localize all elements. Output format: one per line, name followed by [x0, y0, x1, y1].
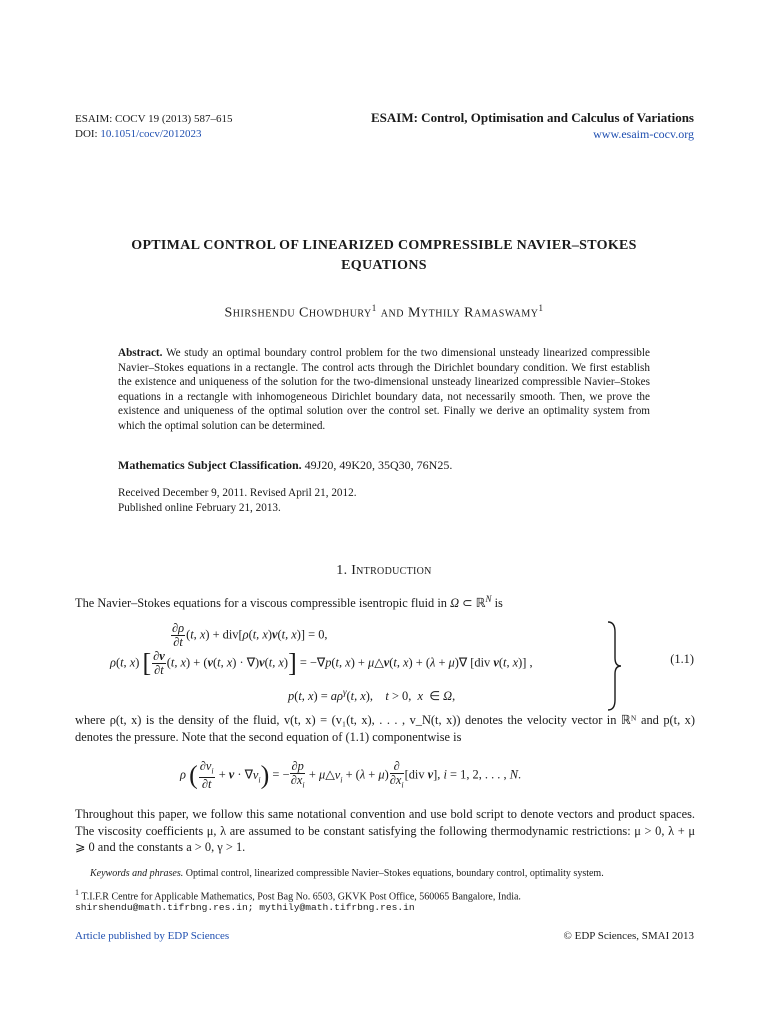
- intro-paragraph-3: Throughout this paper, we follow this same notational convention and use bold script to denote vectors and product spaces. The viscosity coefficients μ, λ are assumed to be constant satisfying the following thermodynamic restrictions: μ > 0, λ + μ ⩾ 0 and the constants a > 0, γ > 1.: [75, 807, 695, 854]
- journal-citation: ESAIM: COCV 19 (2013) 587–615: [75, 113, 233, 125]
- affiliation-mark-2: 1: [538, 303, 544, 313]
- intro-paragraph-2: where ρ(t, x) is the density of the fluid, v(t, x) = (v₁(t, x), . . . , v_N(t, x)) denotes the velocity vector in ℝᴺ and p(t, x) denotes the pressure. Note that the second equation of (1.1) componentwise is: [75, 713, 695, 744]
- equation-system-1-1: [110, 620, 630, 712]
- abstract-text: We study an optimal boundary control problem for the two dimensional unsteady linearized compressible Navier–Stokes equations in a rectangle. The control acts through the Dirichlet boundary condition. We first establish the existence and uniqueness of the solution for the two-dimensional unsteady linearized compressible Navier–Stokes equations in a rectangle with inhomogeneous Dirichlet boundary data, not necessarily smooth. Then, we prove the existence and uniqueness of the optimal solution over the control set. Finally we derive an optimality system from which the optimal solution can be determined.: [118, 347, 650, 432]
- copyright-notice: © EDP Sciences, SMAI 2013: [563, 930, 694, 942]
- msc-line: [118, 458, 650, 473]
- msc-label: Mathematics Subject Classification.: [118, 458, 302, 472]
- paper-title-line-2: EQUATIONS: [341, 258, 427, 273]
- keywords-label: Keywords and phrases.: [90, 868, 184, 879]
- abstract: [118, 346, 650, 434]
- momentum-equation: ρ(t, x) [ $\frac{\partial v}{\partial t}$ (t, x) + (v(t, x) · ∇)v(t, x)] = −∇p(t, x) + μ△v(t, x) + (λ + μ)∇ [div v(t, x)] ,: [110, 648, 533, 678]
- doi-label: DOI:: [75, 128, 98, 140]
- affiliation-mark-1: 1: [371, 303, 377, 313]
- author-list: [0, 303, 768, 322]
- journal-website-link[interactable]: www.esaim-cocv.org: [593, 127, 694, 141]
- domain-expression: Ω ⊂ ℝ$^N$: [450, 594, 492, 611]
- author-1: Shirshendu Chowdhury: [224, 305, 372, 321]
- affiliation-footnote-mark: 1: [75, 888, 79, 897]
- intro-paragraph-1-end: is: [494, 596, 503, 611]
- affiliation-text: T.I.F.R Centre for Applicable Mathematics, Post Bag No. 6503, GKVK Post Office, 560065 Bangalore, India.: [81, 891, 521, 903]
- intro-paragraph-1-text: The Navier–Stokes equations for a viscous compressible isentropic fluid in: [75, 596, 447, 611]
- author-2: Mythily Ramaswamy: [407, 305, 539, 321]
- keywords-footnote: [90, 867, 695, 880]
- doi-line: [75, 127, 202, 142]
- right-brace-icon: [605, 620, 625, 712]
- msc-codes: 49J20, 49K20, 35Q30, 76N25.: [304, 458, 453, 472]
- section-heading: 1. Introduction: [336, 563, 432, 578]
- equation-number: (1.1): [670, 652, 694, 666]
- pressure-law: p(t, $x) = a\rho^\gamma(t$, x), t > 0, x ∈ Ω,: [288, 687, 456, 704]
- continuity-equation: $\frac{\partial\rho}{\partial t}$ (t, x) + div[ρ(t, x)v(t, x)] = 0,: [172, 621, 328, 649]
- intro-paragraph-1: [75, 591, 695, 612]
- keywords-text: Optimal control, linearized compressible Navier–Stokes equations, boundary control, optimality system.: [185, 868, 604, 879]
- componentwise-equation: ρ ( $\frac{\partial v_i}{\partial t}$ + $v \cdot \nabla v_i$) = − $\frac{\partial p}{\partial x_i}$ + $\mu\triangle v_i + (\lambda + \mu)$ $\frac{\partial}{\partial x_i}$ [div v], i = 1, 2, . . . , N.: [180, 759, 522, 792]
- author-emails: shirshendu@math.tifrbng.res.in; mythily@math.tifrbng.res.in: [75, 902, 415, 913]
- doi-link[interactable]: 10.1051/cocv/2012023: [100, 128, 202, 140]
- publisher-link[interactable]: Article published by EDP Sciences: [75, 930, 230, 942]
- author-conjunction: and: [380, 305, 404, 321]
- published-date: Published online February 21, 2013.: [118, 502, 281, 514]
- abstract-label: Abstract.: [118, 347, 163, 359]
- received-date: Received December 9, 2011. Revised April 21, 2012.: [118, 487, 357, 499]
- paper-title-line-1: OPTIMAL CONTROL OF LINEARIZED COMPRESSIBLE NAVIER–STOKES: [131, 238, 637, 253]
- journal-name: ESAIM: Control, Optimisation and Calculus of Variations: [370, 110, 694, 125]
